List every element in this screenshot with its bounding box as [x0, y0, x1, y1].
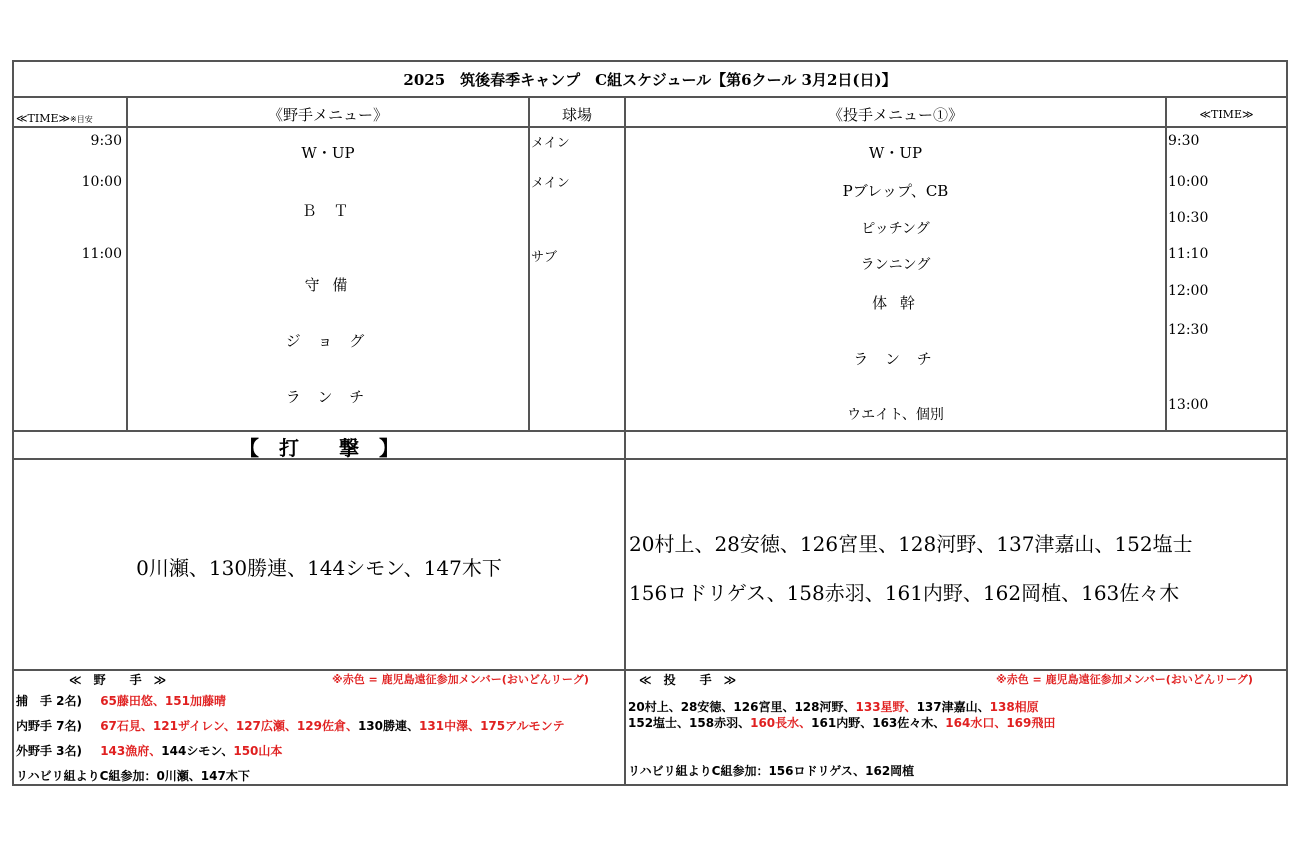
- pitcher-time: 11:10: [1168, 246, 1209, 262]
- fielder-item: W・UP: [301, 144, 355, 162]
- fielder-time: 11:00: [81, 246, 122, 262]
- roster-pitchers-title: ≪ 投 手 ≫: [639, 673, 737, 687]
- roster-names: 137津嘉山、: [916, 700, 990, 714]
- fielder-item: ジ ョ グ: [285, 332, 371, 350]
- field-header: 球場: [561, 106, 592, 124]
- pitcher-time: 10:00: [1168, 174, 1209, 190]
- roster-rehab-pitchers: リハビリ組よりC組参加：156ロドリゲス、162岡植: [628, 764, 915, 778]
- roster-label: 外野手 3名): [16, 744, 83, 758]
- pitcher-time: 12:30: [1168, 322, 1209, 338]
- pitcher-item: ラ ン チ: [853, 350, 938, 368]
- fielder-time: 10:00: [81, 174, 122, 190]
- pitcher-item: ランニング: [860, 257, 931, 273]
- pitcher-item: W・UP: [868, 144, 923, 162]
- divider: [14, 126, 1286, 128]
- fielder-item: 守 備: [304, 276, 352, 294]
- roster-pitchers-line: [628, 714, 1055, 731]
- batting-fielder-group: 0川瀬、130勝連、144シモン、147木下: [136, 556, 502, 580]
- fielder-menu-header: 《野手メニュー》: [267, 106, 388, 124]
- pitcher-menu-header: 《投手メニュー①》: [827, 106, 963, 124]
- divider: [528, 96, 530, 430]
- roster-names: 152塩士、158赤羽、: [628, 716, 751, 730]
- roster-fielders-title: ≪ 野 手 ≫: [69, 673, 167, 687]
- roster-names: 130勝連、: [357, 719, 420, 733]
- field-name: メイン: [531, 176, 570, 191]
- roster-row-outfield: [16, 742, 282, 759]
- batting-label: 【 打 撃 】: [239, 436, 399, 460]
- roster-names: 144シモン、: [161, 744, 234, 758]
- roster-pitchers-line: [628, 698, 1039, 715]
- roster-note: ※赤色 = 鹿児島遠征参加メンバー(おいどんリーグ): [996, 673, 1253, 686]
- time-header-note: ※目安: [70, 115, 93, 124]
- divider: [14, 96, 1286, 98]
- schedule-sheet: [12, 60, 1288, 786]
- roster-names: 164水口、169飛田: [945, 716, 1056, 730]
- pitcher-time: 9:30: [1168, 133, 1200, 149]
- batting-pitcher-line: 156ロドリゲス、158赤羽、161内野、162岡植、163佐々木: [629, 581, 1180, 605]
- page-title: 2025 筑後春季キャンプ C組スケジュール【第6クール 3月2日(日)】: [403, 71, 897, 89]
- pitcher-item: ウエイト、個別: [847, 407, 944, 423]
- divider: [1165, 96, 1167, 430]
- fielder-item: ラ ン チ: [285, 388, 371, 406]
- pitcher-time: 10:30: [1168, 210, 1209, 226]
- field-name: メイン: [531, 136, 570, 151]
- roster-names: 20村上、28安徳、126宮里、128河野、: [628, 700, 856, 714]
- roster-names: 138相原: [989, 700, 1039, 714]
- roster-rehab-fielders: リハビリ組よりC組参加：0川瀬、147木下: [16, 769, 250, 783]
- roster-label: 内野手 7名): [16, 719, 83, 733]
- roster-names: 161内野、163佐々木、: [811, 716, 946, 730]
- roster-label: 捕 手 2名): [16, 694, 83, 708]
- roster-names: 65藤田悠、151加藤晴: [100, 694, 226, 708]
- roster-names: 143漁府、: [100, 744, 162, 758]
- pitcher-item: 体 幹: [872, 294, 919, 312]
- field-name: サブ: [531, 250, 558, 265]
- pitcher-item: ピッチング: [861, 221, 930, 237]
- roster-note: ※赤色 = 鹿児島遠征参加メンバー(おいどんリーグ): [332, 673, 589, 686]
- fielder-time: 9:30: [90, 133, 122, 149]
- roster-names: 131中澤、175アルモンテ: [419, 719, 565, 733]
- roster-names: 160長水、: [750, 716, 812, 730]
- pitcher-time: 12:00: [1168, 283, 1209, 299]
- time-header-left: [16, 107, 93, 126]
- fielder-item: Ｂ Ｔ: [301, 202, 355, 220]
- roster-names: 133星野、: [855, 700, 917, 714]
- pitcher-time: 13:00: [1168, 397, 1209, 413]
- time-header-right: ≪TIME≫: [1199, 108, 1254, 121]
- batting-pitcher-line: 20村上、28安徳、126宮里、128河野、137津嘉山、152塩士: [629, 532, 1193, 556]
- pitcher-item: Pブレップ、CB: [842, 182, 949, 200]
- roster-row-catcher: [16, 692, 226, 709]
- time-header-label: ≪TIME≫: [16, 112, 71, 125]
- roster-names: 150山本: [233, 744, 283, 758]
- roster-names: 67石見、121ザイレン、127広瀬、129佐倉、: [100, 719, 358, 733]
- roster-row-infield: [16, 717, 565, 734]
